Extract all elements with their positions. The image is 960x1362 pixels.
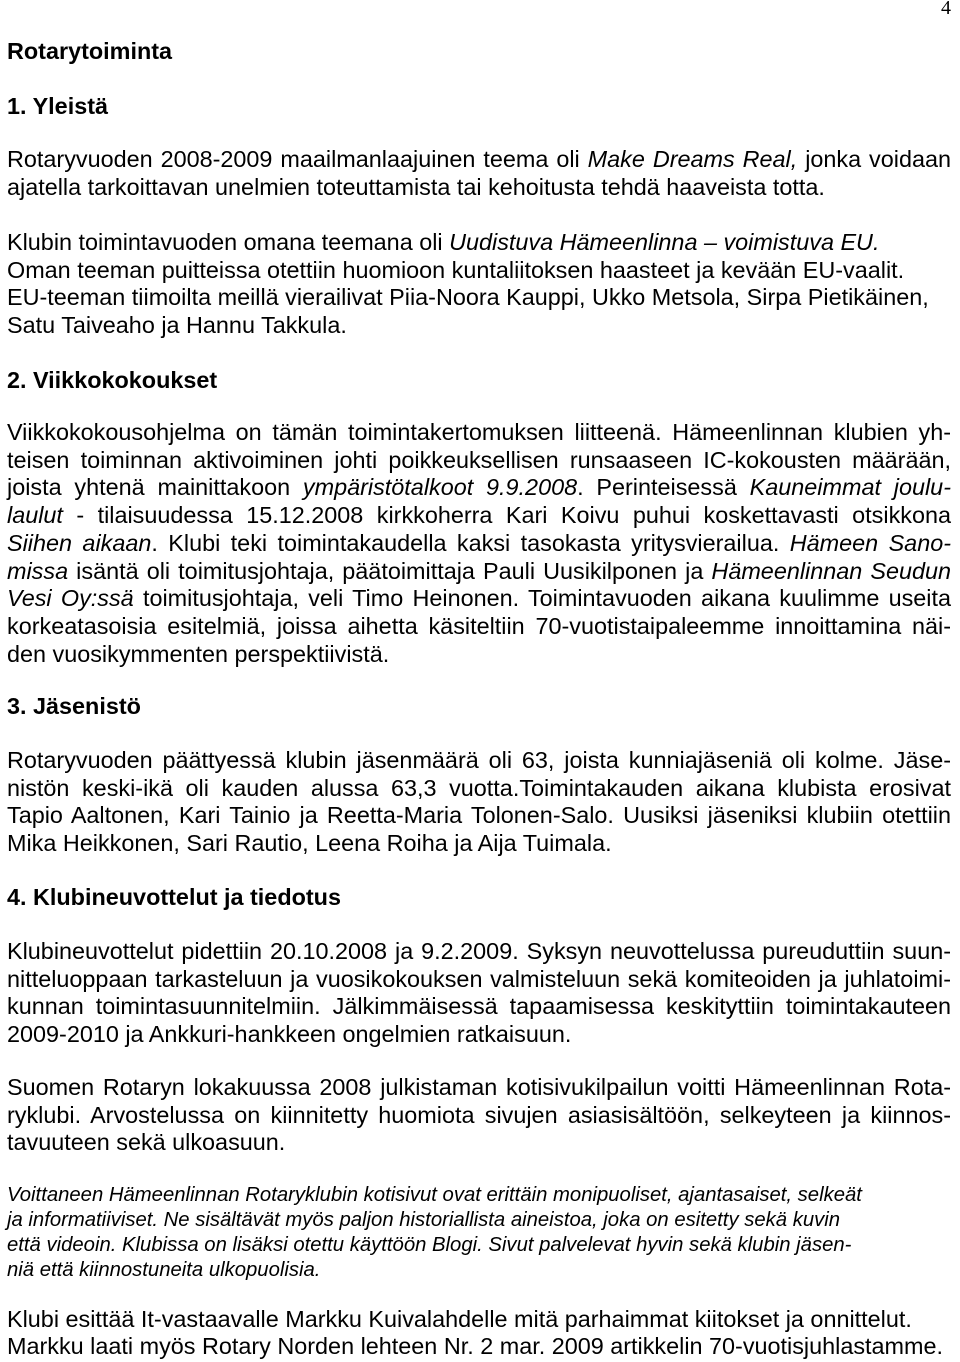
paragraph (7, 229, 951, 340)
text-line: EU-teeman tiimoilta meillä vierailivat Piia-Noora Kauppi, Ukko Metsola, Sirpa Pietikäinen, (7, 284, 929, 311)
page-title: Rotarytoiminta (7, 38, 173, 64)
text-line: nitteluoppaan tarkasteluun ja vuosikokouksen valmisteluun sekä komiteoiden ja juhlatoimi- (7, 965, 951, 992)
text-line: Klubineuvottelut pidettiin 20.10.2008 ja 9.2.2009. Syksyn neuvottelussa pureuduttiin suun- (7, 938, 951, 964)
italic-text-segment: Make Dreams Real, (587, 146, 798, 172)
text-line: den vuosikymmenten perspektiivistä. (7, 640, 390, 667)
text-segment: Rotaryvuoden 2008-2009 maailmanlaajuinen teema oli (7, 146, 588, 172)
text-line: Viikkokokousohjelma on tämän toimintakertomuksen liitteenä. Hämeenlinnan klubien yh- (7, 419, 951, 445)
italic-text-segment: Hämeen Sano- (789, 529, 952, 556)
text-line (7, 558, 951, 586)
section-heading: 4. Klubineuvottelut ja tiedotus (7, 884, 341, 910)
italic-text-segment: Hämeenlinnan Seudun (711, 557, 951, 584)
text-line: niä että kiinnostuneita ulkopuolisia. (7, 1259, 321, 1281)
paragraph (7, 1306, 951, 1360)
text-line: ryklubi. Arvostelussa on kiinnitetty huomiota sivujen asiasisältöön, selkeyteen ja kiinnos- (7, 1101, 951, 1128)
paragraph (7, 747, 951, 858)
paragraph (7, 146, 951, 201)
text-segment: . Perinteisessä (577, 474, 750, 501)
text-segment: . Klubi teki toimintakaudella kaksi tasokasta yritysvierailua. (151, 529, 790, 556)
text-line: Mika Heikkonen, Sari Rautio, Leena Roiha ja Aija Tuimala. (7, 830, 612, 857)
italic-text-segment: laulut (7, 502, 63, 529)
text-line: Voittaneen Hämeenlinnan Rotaryklubin kotisivut ovat erittäin monipuoliset, ajantasaiset, selkeät (7, 1184, 862, 1206)
text-line (7, 229, 951, 257)
paragraph (7, 419, 951, 668)
text-segment: jonka voidaan (797, 146, 951, 172)
text-segment: toimitusjohtaja, veli Timo Heinonen. Toimintavuoden aikana kuulimme useita (133, 585, 951, 612)
text-line (7, 502, 951, 530)
text-line: Tapio Aaltonen, Kari Tainio ja Reetta-Maria Tolonen-Salo. Uusiksi jäseniksi klubiin otettiin (7, 802, 951, 829)
text-segment: joista yhtenä mainittakoon (7, 474, 303, 501)
text-line: että videoin. Klubissa on lisäksi otettu käyttöön Blogi. Sivut palvelevat hyvin sekä klubin jäsen- (7, 1234, 852, 1256)
text-line (7, 585, 951, 613)
page-number: 4 (941, 0, 951, 19)
text-line: Markku laati myös Rotary Norden lehteen Nr. 2 mar. 2009 artikkelin 70-vuotisjuhlastamme. (7, 1333, 944, 1359)
text-line: kunnan toimintasuunnitelmiin. Jälkimmäisessä tapaamisessa keskityttiin toimintakauteen (7, 993, 951, 1020)
italic-text-segment: Kauneimmat joulu- (749, 474, 951, 501)
italic-text-segment: Siihen aikaan (7, 529, 152, 556)
text-line (7, 474, 951, 502)
paragraph (7, 938, 951, 1049)
text-segment: - tilaisuudessa 15.12.2008 kirkkoherra Kari Koivu puhui koskettavasti otsikkona (62, 502, 951, 529)
section-heading: 1. Yleistä (7, 93, 108, 119)
text-line (7, 146, 951, 174)
text-line: ajatella tarkoittavan unelmien toteuttamista tai kehoitusta tehdä haaveista totta. (7, 173, 825, 200)
paragraph (7, 1074, 951, 1157)
text-line: ja informatiiviset. Ne sisältävät myös paljon historiallista aineistoa, joka on esitetty sekä kuvin (7, 1209, 841, 1231)
quoted-evaluation (7, 1183, 951, 1283)
text-line (7, 530, 951, 558)
text-line: Klubi esittää It-vastaavalle Markku Kuivalahdelle mitä parhaimmat kiitokset ja onnittelut. (7, 1306, 912, 1332)
italic-text-segment: Uudistuva Hämeenlinna – voimistuva EU. (449, 229, 880, 255)
section-heading: 2. Viikkokokoukset (7, 367, 218, 393)
italic-text-segment: missa (7, 557, 69, 584)
text-segment: Klubin toimintavuoden omana teemana oli (7, 229, 450, 255)
text-line: nistön keski-ikä oli kauden alussa 63,3 vuotta.Toimintakauden aikana klubista erosivat (7, 774, 951, 801)
text-line: Suomen Rotaryn lokakuussa 2008 julkistaman kotisivukilpailun voitti Hämeenlinnan Rota- (7, 1074, 951, 1100)
text-line: Rotaryvuoden päättyessä klubin jäsenmäärä oli 63, joista kunniajäseniä oli kolme. Jäse- (7, 747, 951, 773)
text-line: Oman teeman puitteissa otettiin huomioon kuntaliitoksen haasteet ja kevään EU-vaalit. (7, 256, 905, 283)
text-line: Satu Taiveaho ja Hannu Takkula. (7, 312, 347, 339)
text-line: tavuuteen sekä ulkoasuun. (7, 1129, 286, 1156)
text-line: teisen toiminnan aktivoiminen johti poikkeuksellisen runsaaseen IC-kokousten määrään, (7, 446, 951, 473)
italic-text-segment: ympäristötalkoot 9.9.2008 (302, 474, 578, 501)
text-segment: isäntä oli toimitusjohtaja, päätoimittaja Pauli Uusikilponen ja (68, 557, 712, 584)
italic-text-segment: Vesi Oy:ssä (7, 585, 134, 612)
text-line: 2009-2010 ja Ankkuri-hankkeen ongelmien ratkaisuun. (7, 1021, 572, 1048)
text-line: korkeatasoisia esitelmiä, joissa aihetta käsiteltiin 70-vuotistaipaleemme innoittamina näi- (7, 612, 951, 639)
section-heading: 3. Jäsenistö (7, 693, 141, 719)
